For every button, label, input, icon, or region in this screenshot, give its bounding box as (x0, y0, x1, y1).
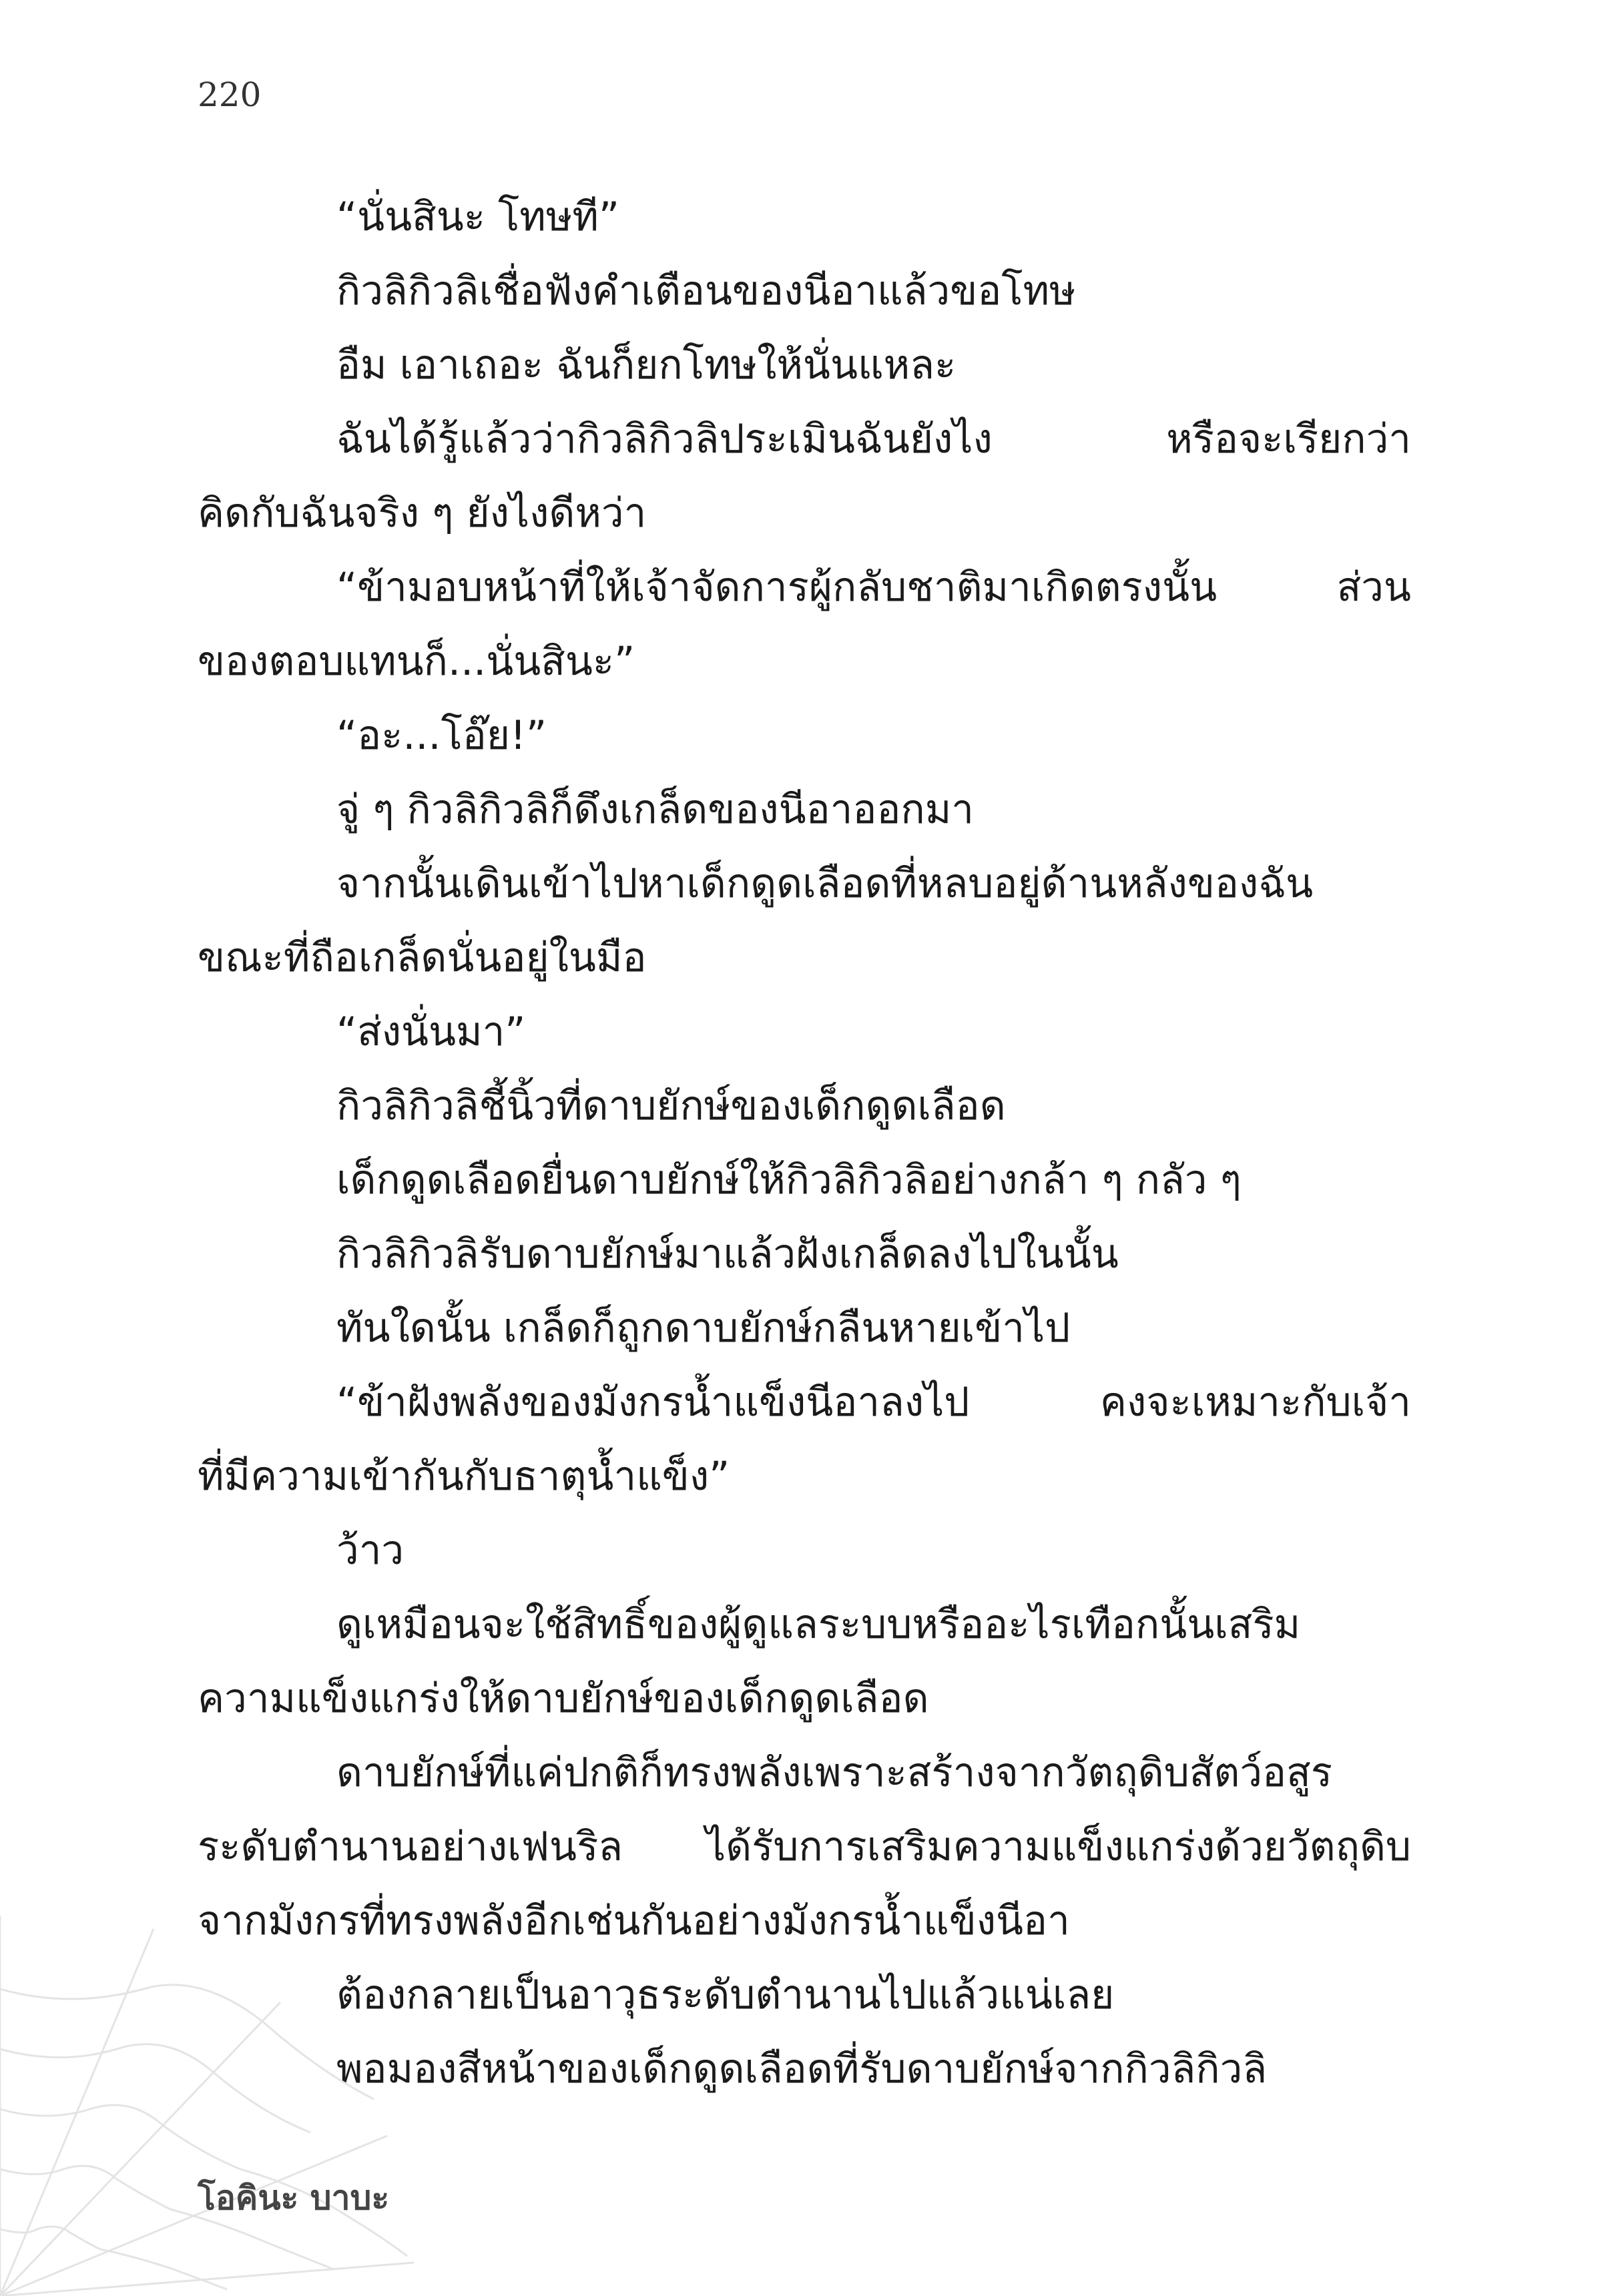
text-line: อืม เอาเถอะ ฉันก็ยกโทษให้นั่นแหละ (336, 342, 957, 388)
text-line: จู่ ๆ กิวลิกิวลิก็ดึงเกล็ดของนีอาออกมา (336, 786, 974, 833)
text-line: “ส่งนั่นมา” (336, 1009, 526, 1055)
body-text (198, 180, 1411, 2106)
text-line: กิวลิกิวลิเชื่อฟังคำเตือนของนีอาแล้วขอโทษ (336, 268, 1076, 314)
text-line: “ข้าฝังพลังของมังกรน้ำแข็งนีอาลงไป คงจะเหมาะกับเจ้า (336, 1379, 1411, 1426)
text-line: จากนั้นเดินเข้าไปหาเด็กดูดเลือดที่หลบอยู่ด้านหลังของฉัน (336, 860, 1314, 907)
text-line: ของตอบแทนก็...นั่นสินะ” (198, 638, 635, 685)
text-line: “นั่นสินะ โทษที” (336, 194, 620, 240)
text-line: ดาบยักษ์ที่แค่ปกติก็ทรงพลังเพราะสร้างจากวัตถุดิบสัตว์อสูร (336, 1749, 1332, 1796)
text-line: ขณะที่ถือเกล็ดนั่นอยู่ในมือ (198, 934, 647, 981)
text-line: ทันใดนั้น เกล็ดก็ถูกดาบยักษ์กลืนหายเข้าไป (336, 1305, 1071, 1352)
spider-web-icon (0, 1916, 414, 2296)
book-title-footer: โอคินะ บาบะ (198, 2179, 390, 2217)
text-line: กิวลิกิวลิชี้นิ้วที่ดาบยักษ์ของเด็กดูดเลือด (336, 1083, 1006, 1129)
text-line: ที่มีความเข้ากันกับธาตุน้ำแข็ง” (198, 1453, 730, 1500)
text-line: ว้าว (336, 1527, 405, 1574)
text-line: คิดกับฉันจริง ๆ ยังไงดีหว่า (198, 490, 647, 537)
text-line: ต้องกลายเป็นอาวุธระดับตำนานไปแล้วแน่เลย (336, 1972, 1115, 2018)
text-line: “อะ...โอ๊ย!” (336, 712, 547, 759)
text-line: เด็กดูดเลือดยื่นดาบยักษ์ให้กิวลิกิวลิอย่างกล้า ๆ กลัว ๆ (336, 1157, 1242, 1203)
page-number: 220 (198, 75, 262, 114)
text-line: ความแข็งแกร่งให้ดาบยักษ์ของเด็กดูดเลือด (198, 1675, 929, 1722)
text-line: ดูเหมือนจะใช้สิทธิ์ของผู้ดูแลระบบหรืออะไรเทือกนั้นเสริม (336, 1601, 1301, 1648)
text-line: พอมองสีหน้าของเด็กดูดเลือดที่รับดาบยักษ์จากกิวลิกิวลิ (336, 2046, 1268, 2092)
text-line: กิวลิกิวลิรับดาบยักษ์มาแล้วฝังเกล็ดลงไปในนั้น (336, 1231, 1119, 1277)
text-line: ฉันได้รู้แล้วว่ากิวลิกิวลิประเมินฉันยังไง หรือจะเรียกว่า (336, 416, 1411, 463)
text-line: “ข้ามอบหน้าที่ให้เจ้าจัดการผู้กลับชาติมาเกิดตรงนั้น ส่วน (336, 564, 1411, 611)
text-line: จากมังกรที่ทรงพลังอีกเช่นกันอย่างมังกรน้ำแข็งนีอา (198, 1898, 1070, 1944)
text-line: ระดับตำนานอย่างเฟนริล ได้รับการเสริมความแข็งแกร่งด้วยวัตถุดิบ (198, 1823, 1411, 1870)
